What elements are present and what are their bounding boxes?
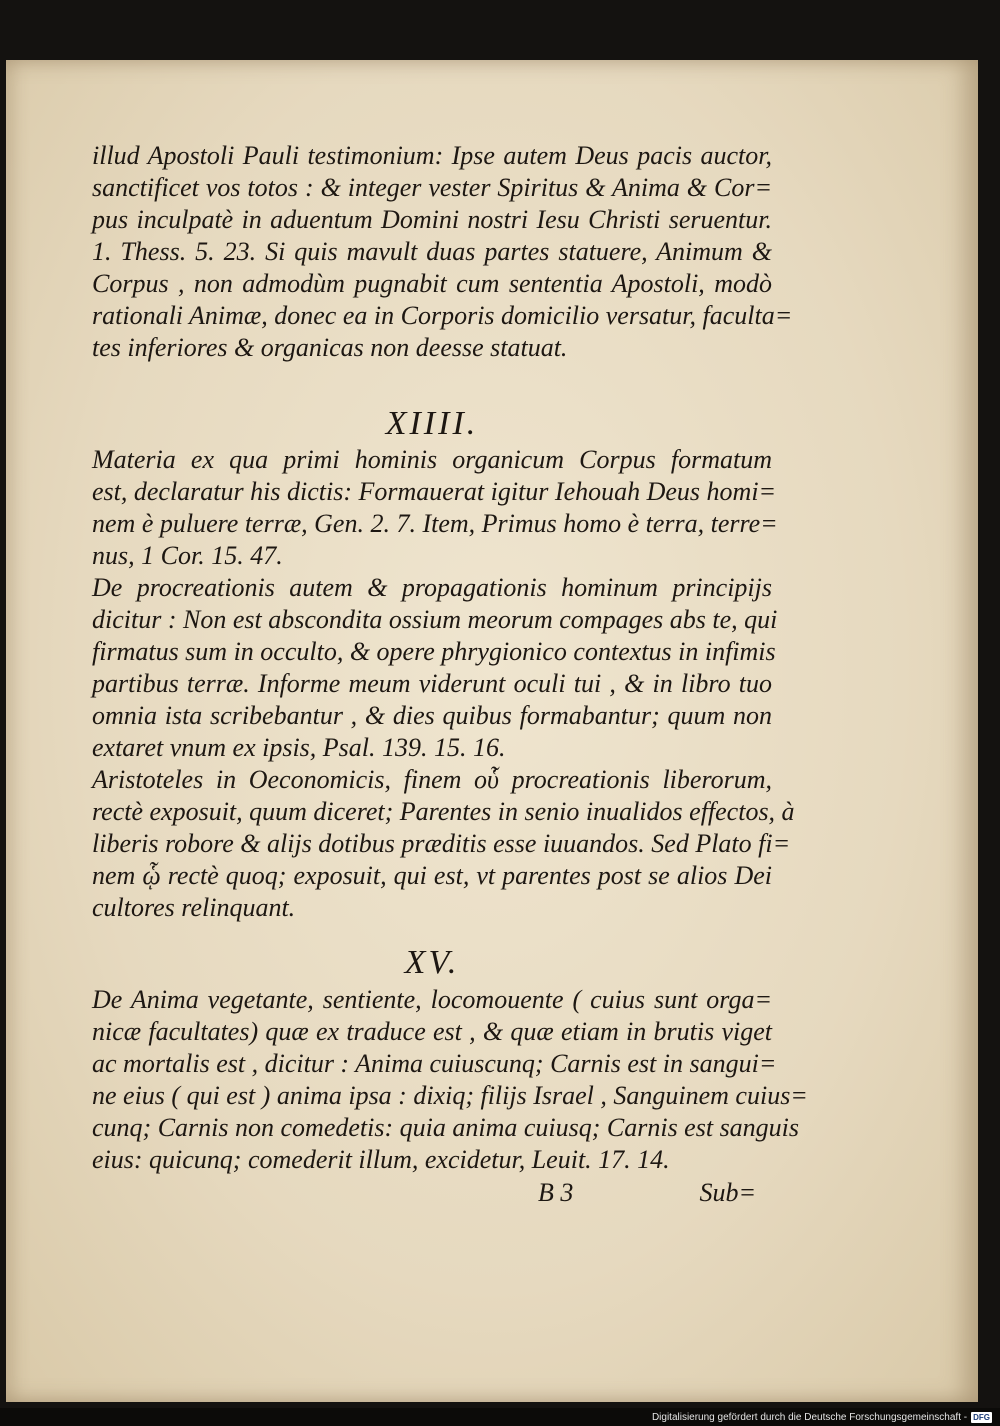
- dfg-logo-icon: DFG: [973, 1412, 990, 1422]
- text-line: Aristoteles in Oeconomicis, finem οὗ procreationis liberorum,: [92, 765, 772, 794]
- text-line: partibus terræ. Informe meum viderunt oculi tui , & in libro tuo: [92, 669, 772, 698]
- text-line: nicæ facultates) quæ ex traduce est , & quæ etiam in brutis viget: [92, 1017, 772, 1046]
- text-line: ne eius ( qui est ) anima ipsa : dixiq; filijs Israel , Sanguinem cuius=: [92, 1081, 808, 1110]
- text-line: sanctificet vos totos : & integer vester Spiritus & Anima & Cor=: [92, 173, 772, 202]
- text-line: nem ᾧ rectè quoq; exposuit, qui est, vt parentes post se alios Dei: [92, 861, 772, 890]
- text-line: firmatus sum in occulto, & opere phrygionico contextus in infimis: [92, 637, 776, 666]
- text-line: nem è puluere terræ, Gen. 2. 7. Item, Primus homo è terra, terre=: [92, 509, 778, 538]
- text-line: Corpus , non admodùm pugnabit cum sententia Apostoli, modò: [92, 269, 772, 298]
- text-line: Materia ex qua primi hominis organicum Corpus formatum: [92, 445, 772, 474]
- catchword: Sub=: [699, 1178, 756, 1207]
- text-line: De procreationis autem & propagationis hominum principijs: [92, 573, 772, 602]
- text-line: cultores relinquant.: [92, 893, 296, 922]
- text-line: pus inculpatè in aduentum Domini nostri Iesu Christi seruentur.: [92, 205, 772, 234]
- text-line: dicitur : Non est abscondita ossium meorum compages abs te, qui: [92, 605, 778, 634]
- paragraph-section-3: [92, 984, 808, 1176]
- text-line: omnia ista scribebantur , & dies quibus formabantur; quum non: [92, 701, 772, 730]
- signature-mark: B 3: [538, 1178, 574, 1207]
- digitization-credit: [652, 1410, 992, 1424]
- text-line: est, declaratur his dictis: Formauerat igitur Iehouah Deus homi=: [92, 477, 777, 506]
- text-line: nus, 1 Cor. 15. 47.: [92, 541, 283, 570]
- paragraph-section-2: [92, 444, 795, 924]
- text-line: tes inferiores & organicas non deesse statuat.: [92, 333, 568, 362]
- text-line: 1. Thess. 5. 23. Si quis mavult duas partes statuere, Animum &: [92, 237, 772, 266]
- text-line: extaret vnum ex ipsis, Psal. 139. 15. 16.: [92, 733, 506, 762]
- text-line: rationali Animæ, donec ea in Corporis domicilio versatur, faculta=: [92, 301, 793, 330]
- text-line: eius: quicunq; comederit illum, excidetur, Leuit. 17. 14.: [92, 1145, 670, 1174]
- section-heading-xiiii: XIIII.: [385, 405, 479, 442]
- section-heading-xv: XV.: [404, 944, 460, 981]
- text-line: ac mortalis est , dicitur : Anima cuiuscunq; Carnis est in sangui=: [92, 1049, 777, 1078]
- text-line: cunq; Carnis non comedetis: quia anima cuiusq; Carnis est sanguis: [92, 1113, 800, 1142]
- text-line: De Anima vegetante, sentiente, locomouente ( cuius sunt orga=: [92, 985, 772, 1014]
- credit-text: Digitalisierung gefördert durch die Deutsche Forschungsgemeinschaft -: [651, 1411, 968, 1423]
- text-line: illud Apostoli Pauli testimonium: Ipse autem Deus pacis auctor,: [92, 141, 772, 170]
- page-footer: [86, 1178, 766, 1214]
- paragraph-section-1: [92, 140, 793, 364]
- text-line: liberis robore & alijs dotibus præditis esse iuuandos. Sed Plato fi=: [92, 829, 791, 858]
- text-line: rectè exposuit, quum diceret; Parentes in senio inualidos effectos, à: [92, 797, 795, 826]
